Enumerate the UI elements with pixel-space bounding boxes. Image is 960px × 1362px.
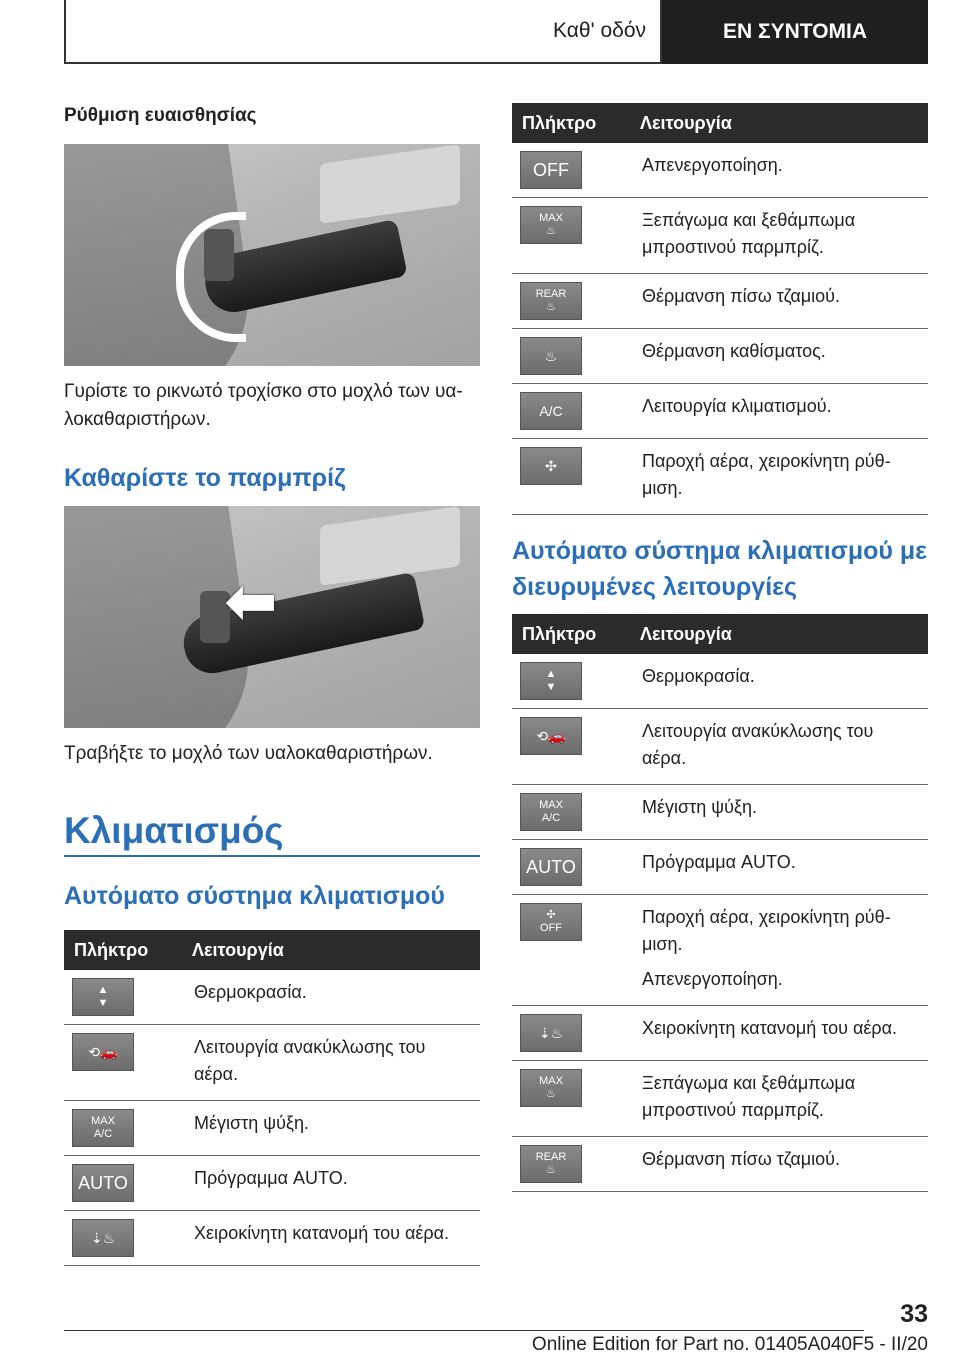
- function-text: Θέρμανση πίσω τζαμιού.: [642, 1149, 840, 1169]
- max-defrost-icon: MAX ♨: [520, 206, 582, 244]
- temperature-arrows-icon: ▲ ▼: [520, 662, 582, 700]
- rear-defrost-icon: REAR ♨: [520, 1145, 582, 1183]
- air-distribution-icon: ⇣♨: [72, 1219, 134, 1257]
- function-text: Παροχή αέρα, χειροκίνητη ρύθ-μιση.: [642, 907, 891, 954]
- caption-sensitivity: Γυρίστε το ρικνωτό τροχίσκο στο μοχλό των υα-λοκαθαριστήρων.: [64, 381, 463, 430]
- air-distribution-icon: ⇣♨: [520, 1014, 582, 1052]
- function-text-extra: Απενεργοποίηση.: [642, 969, 783, 989]
- function-cell: [182, 1101, 480, 1156]
- key-cell: [512, 143, 630, 198]
- edition-footer: Online Edition for Part no. 01405A040F5 - II/20: [531, 1334, 928, 1355]
- function-cell: [182, 970, 480, 1025]
- function-cell: [630, 785, 928, 840]
- table-row: [512, 384, 928, 439]
- key-cell: [64, 970, 182, 1025]
- function-text: Θέρμανση καθίσματος.: [642, 341, 826, 361]
- table-row: [512, 1061, 928, 1137]
- extended-climate-table: [512, 614, 928, 1192]
- table-row: [512, 439, 928, 515]
- function-text: Θέρμανση πίσω τζαμιού.: [642, 286, 840, 306]
- function-text: Παροχή αέρα, χειροκίνητη ρύθ-μιση.: [642, 451, 891, 498]
- key-cell: [512, 785, 630, 840]
- function-cell: [630, 895, 928, 1006]
- auto-climate-table: [64, 930, 480, 1266]
- off-icon: OFF: [520, 151, 582, 189]
- col-header-key: Πλήκτρο: [512, 614, 630, 654]
- function-text: Πρόγραμμα AUTO.: [642, 852, 796, 872]
- page-header: [64, 0, 928, 64]
- key-cell: [512, 1061, 630, 1137]
- key-cell: [64, 1211, 182, 1266]
- function-cell: [630, 1137, 928, 1192]
- function-text: Ξεπάγωμα και ξεθάμπωμα μπροστινού παρμπρίζ.: [642, 210, 856, 257]
- function-cell: [630, 654, 928, 709]
- function-cell: [182, 1156, 480, 1211]
- function-text: Απενεργοποίηση.: [642, 155, 783, 175]
- function-text: Χειροκίνητη κατανομή του αέρα.: [642, 1018, 898, 1038]
- function-text: Ξεπάγωμα και ξεθάμπωμα μπροστινού παρμπρίζ.: [642, 1073, 856, 1120]
- key-cell: [512, 709, 630, 785]
- climate-buttons-table: [512, 103, 928, 515]
- function-cell: [182, 1211, 480, 1266]
- table-row: [64, 1211, 480, 1266]
- fan-off-icon: ✣ OFF: [520, 903, 582, 941]
- table-row: [512, 840, 928, 895]
- col-header-function: Λειτουργία: [630, 614, 928, 654]
- key-cell: [512, 1137, 630, 1192]
- table-row: [512, 274, 928, 329]
- page-number: 33: [900, 1300, 928, 1328]
- function-text: Λειτουργία ανακύκλωσης του αέρα.: [194, 1037, 426, 1084]
- key-cell: [512, 198, 630, 274]
- function-text: Μέγιστη ψύξη.: [642, 797, 757, 817]
- key-cell: [512, 329, 630, 384]
- function-cell: [630, 1006, 928, 1061]
- seat-heating-icon: ♨: [520, 337, 582, 375]
- temperature-arrows-icon: ▲ ▼: [72, 978, 134, 1016]
- key-cell: [512, 274, 630, 329]
- function-cell: [630, 329, 928, 384]
- key-cell: [512, 384, 630, 439]
- table-row: [64, 1101, 480, 1156]
- table-row: [64, 970, 480, 1025]
- function-text: Λειτουργία κλιματισμού.: [642, 396, 832, 416]
- wiper-pull-photo: ⬅: [64, 506, 480, 728]
- function-text: Θερμοκρασία.: [642, 666, 755, 686]
- auto-climate-heading: Αυτόματο σύστημα κλιματισμού: [64, 882, 445, 910]
- table-row: [64, 1025, 480, 1101]
- max-ac-icon: MAX A/C: [72, 1109, 134, 1147]
- table-row: [512, 654, 928, 709]
- wiper-wheel-photo: [64, 144, 480, 366]
- chapter-title: Καθ' οδόν: [64, 0, 662, 64]
- function-cell: [182, 1025, 480, 1101]
- table-row: [512, 895, 928, 1006]
- table-row: [512, 709, 928, 785]
- clean-windshield-heading: Καθαρίστε το παρμπρίζ: [64, 464, 346, 492]
- sensitivity-heading: Ρύθμιση ευαισθησίας: [64, 105, 257, 126]
- key-cell: [512, 654, 630, 709]
- table-row: [512, 143, 928, 198]
- function-cell: [630, 1061, 928, 1137]
- ac-icon: A/C: [520, 392, 582, 430]
- function-text: Πρόγραμμα AUTO.: [194, 1168, 348, 1188]
- auto-icon: AUTO: [72, 1164, 134, 1202]
- table-row: [512, 198, 928, 274]
- table-row: [512, 329, 928, 384]
- auto-icon: AUTO: [520, 848, 582, 886]
- function-text: Λειτουργία ανακύκλωσης του αέρα.: [642, 721, 874, 768]
- climate-title: Κλιματισμός: [64, 810, 284, 851]
- function-text: Χειροκίνητη κατανομή του αέρα.: [194, 1223, 450, 1243]
- col-header-function: Λειτουργία: [182, 930, 480, 970]
- function-cell: [630, 840, 928, 895]
- key-cell: [512, 439, 630, 515]
- key-cell: [512, 895, 630, 1006]
- extended-climate-heading: Αυτόματο σύστημα κλιματισμού με διευρυμένες λειτουργίες: [512, 537, 928, 601]
- col-header-function: Λειτουργία: [630, 103, 928, 143]
- function-cell: [630, 709, 928, 785]
- function-cell: [630, 439, 928, 515]
- footer-divider: [64, 1330, 864, 1331]
- key-cell: [512, 1006, 630, 1061]
- key-cell: [64, 1101, 182, 1156]
- function-cell: [630, 198, 928, 274]
- title-divider: [64, 855, 480, 857]
- function-text: Θερμοκρασία.: [194, 982, 307, 1002]
- max-ac-icon: MAX A/C: [520, 793, 582, 831]
- function-text: Μέγιστη ψύξη.: [194, 1113, 309, 1133]
- key-cell: [64, 1025, 182, 1101]
- table-row: [512, 785, 928, 840]
- table-row: [64, 1156, 480, 1211]
- function-cell: [630, 274, 928, 329]
- recirculation-icon: ⟲🚗: [520, 717, 582, 755]
- section-title: ΕΝ ΣΥΝΤΟΜΙΑ: [662, 0, 928, 64]
- fan-icon: ✣: [520, 447, 582, 485]
- key-cell: [512, 840, 630, 895]
- function-cell: [630, 384, 928, 439]
- col-header-key: Πλήκτρο: [64, 930, 182, 970]
- function-cell: [630, 143, 928, 198]
- key-cell: [64, 1156, 182, 1211]
- recirculation-icon: ⟲🚗: [72, 1033, 134, 1071]
- table-row: [512, 1006, 928, 1061]
- caption-pull: Τραβήξτε το μοχλό των υαλοκαθαριστήρων.: [64, 743, 433, 764]
- col-header-key: Πλήκτρο: [512, 103, 630, 143]
- rear-defrost-icon: REAR ♨: [520, 282, 582, 320]
- max-defrost-icon: MAX ♨: [520, 1069, 582, 1107]
- table-row: [512, 1137, 928, 1192]
